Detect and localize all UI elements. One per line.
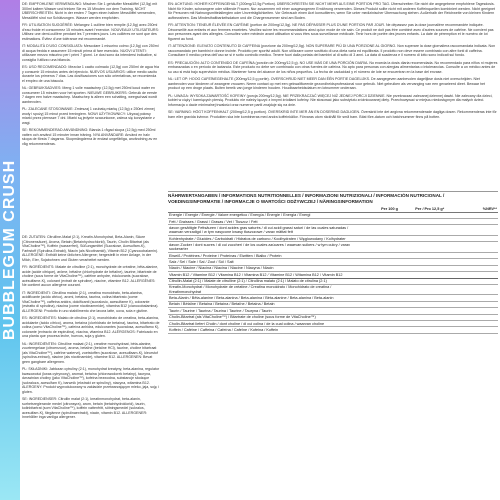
left-column-paragraph: IT: MODALITÀ D'USO CONSIGLIATA: Mescolare 1 misurino colmo (12,5g) con 250ml di acqua fredda e assumere 15 minuti prima di fare esercizio. NUOVI UTENTI: utilizzare mezzo misurino per i primi 7 giorni. Le dosi sono da intendersi indicative, si consiglia l'utilizzo una bilancia. [22, 44, 159, 62]
nutrient-name: Cholin-Bitartrat liefert Cholin / dont choline / di cui colina / de la cual colina / waarvan choline [168, 321, 359, 327]
nutrient-value [399, 284, 445, 295]
nutrient-name: Fett / Graisses / Grassi / Grasas / Vet / Tłuszcz / Fett [168, 218, 359, 224]
nutrient-name: Niacin / Niacine / Niacina / Niacina / Niacine / Niacyna / Niacin [168, 265, 359, 271]
left-column-paragraph: PL: ZALECANE STOSOWANIE: Zmieszaj 1 czubatą miarkę (12,5g) z 250ml zimnej wody i spożyj 15 minut przed treningiem. NOWI UŻYTKOWNICY: Używaj połowy miarki przez pierwsze 7 dni. Miarki są jedynie szacunkowe, zaleca się korzystanie z wagi. [22, 107, 155, 125]
nutrition-row [168, 225, 498, 236]
nutrient-name: Salz / Sel / Sale / Sal / Zout / Sól / Salt [168, 259, 359, 265]
bottom-column-paragraph: PL: SKŁADNIKI: Jabłczan cytruliny (2:1), monohydrat kreatyny, beta-alanina, regulator kwasowości (kwas cytrynowy), aromat, betaina (chlorowodorek betainy), tauryna, dwuwinian choliny (jako VitaCholine™), kofeina bezwodna, substancje słodzące (sukraloza, acesulfam K), barwnik (ekstrakt ze spiruliny), niacyna, witamina B12. ALERGENY: Produkt wyprodukowany w zakładzie przetwarzającym mleko, jaja, soję i gluten. [22, 367, 160, 394]
nutrient-value [445, 284, 498, 295]
right-column-paragraph: NL: LET OP: HOOG CAFEÏNEGEHALTE (200mg/12,5 g portie). OVERSCHRIJD NIET MEER DAN ÉÉN PORTIE DAGELIJKS. De aangegeven aanbevolen dagelijkse dosis niet overschrijden. Niet aanbevolen voor kinderen of zwangere vrouwen. Neem contact op met een gekwalificeerde gezondheidsprofessional voor gebruik. Niet gebruiken als vervanging van een gevarieerd dieet. Bewaar het product op een droge plaats. Buiten bereik van jonge kinderen houden. Houdbaarheidsdatum en lotnummer onderaan. [168, 77, 486, 90]
left-column-paragraph: SE: REKOMMENDERAD ANVÄNDNING: Blanda 1 rågad skopa (12,5g) med 250ml vatten och använd 15 minuter innan träning. NYA ANVÄNDARE: Använd en halv skopa de första 7 dagarna. Skopmängderna är endast ungefärliga, användning av en våg rekommenderas. [22, 128, 158, 146]
nutrition-title: NÄHRWERTANGABEN / INFORMATIONS NUTRITIONNELLES / INFORMAZIONI NUTRIZIONALI / INFORMACIÓN NUTRICIONAL / VOEDINGSINFORMATIE / INFORMACJE O WARTOŚCI ODŻYWCZEJ / NÄRINGSINFORMATION [168, 193, 445, 204]
nutrient-value [399, 242, 445, 253]
right-column-paragraph: EN: ACHTUNG: HOHER KOFFEINGEHALT (200mg/12,5g Portion). ÜBERSCHREITEN SIE NICHT MEHR ALS EINE PORTION PRO TAG. Überschreiten Sie nicht die angegebene empfohlene Tagesdosis. Nicht für Kinder, schwangere oder stillende Frauen. Nur zusammen mit einer ausgewogenen Ernährung verwenden. Dieses Produkt sollte nicht mit anderen Koffeinquellen kombiniert werden. Nicht geeignet für Personen mit Nahrungsmittelallergien oder Unverträglichkeiten. Vor Gebrauch einen Arzt konsultieren, wenn Sie unter medizinischer Überwachung stehen. Außerhalb der Reichweite von kleinen Kindern aufbewahren. Das Mindesthaltbarkeitsdatum und die Chargennummer sind am Boden. [168, 2, 495, 20]
left-column-paragraph: NL: GEBRUIKSADVIES: Meng 1 volle maatschep (12,5g) met 250ml koud water en consumeer 15 minuten voor het sporten. NIEUWE GEBRUIKERS: Gebruik de eerste 7 dagen een halve maatschep. Maatschep is alleen een schatting, weegschaal wordt aanbevolen. [22, 86, 158, 104]
nutrient-name: davon gesättigte Fettsäuren / dont acides gras saturés / di cui acidi grassi saturi / de las cuales saturadas / waarvan verzadigd / w tym nasycone kwasy tłuszczowe / varav mättat fett [168, 225, 359, 236]
nutrient-name: Taurin / Taurine / Taurina / Taurina / Taurine / Tauryna / Taurin [168, 308, 359, 314]
nutrient-value [359, 284, 399, 295]
nutrition-table [168, 206, 498, 334]
warnings-column [168, 2, 498, 190]
brand-name-vertical [0, 0, 20, 500]
nutrition-facts [168, 193, 498, 498]
nutrient-name: Energie / Energie / Énergie / Valore energetico / Energía / Energie / Energia / Energi [168, 212, 359, 218]
brand-name: BUBBLEGUM CRUSH [1, 159, 19, 341]
nutrient-value [359, 242, 399, 253]
header-cell-per-100g: Per 100 g [359, 206, 399, 212]
nutrient-name: Vitamin B12 / Vitamine B12 / Vitamina B12 / Vitamina B12 / Vitamine B12 / Witamina B12 / Vitamin B12 [168, 272, 359, 278]
ingredients-column [22, 235, 160, 498]
header-cell-per-serving: Per / Pro 12,5 g* [399, 206, 445, 212]
nutrient-value [445, 327, 498, 333]
right-column-paragraph: ES: PRECAUCIÓN: ALTO CONTENIDO DE CAFEÍNA (porción de 200mg/12,5 g). NO USE MÁS DE UNA PORCIÓN DIARIA. No exceda la dosis diaria recomendada. No recomendado para niños ni mujeres embarazadas o en período de lactancia. Este producto no debe ser combinado con otras fuentes de cafeína. No apto para personas con alergias alimentarias o intolerancias. Consulte a un médico antes de su uso si está bajo supervisión médica. Mantener fuera del alcance de los niños pequeños. La fecha de caducidad y el número de lote se encuentran en la base del envase. [168, 60, 498, 74]
nutrient-name: Kohlenhydrate / Glucides / Carboidrati / Hidratos de carbono / Koolhydraten / Węglowodany / Kolhydrater [168, 235, 359, 241]
nutrient-value [359, 327, 399, 333]
nutrition-row [168, 327, 498, 333]
nutrition-row [168, 284, 498, 295]
bottom-column-paragraph: SE: INGREDIENSER: Citrullin malat (2:1), kreatinmonohydrat, beta-alanin, surhetsreglerande medel (citronsyra), arom, betain (betainhydroklorid), taurin, kolinbitartrat (som VitaCholine™), koffein vattenfritt, sötningsmedel (sukralos, acesulfam-K), färgämne (spirulinaextrakt), niacin, vitamin B12. ALLERGENER: Innehåller inga vanliga allergener. [22, 397, 148, 419]
bottom-column-paragraph: IT: INGREDIENTI: Citrullina malato (2:1), creatina monoidrato, beta-alanina, acidificante (acido citrico), aromi, betaina, taurina, colina bitartrato (come VitaCholine™), caffeina anidra, dolcificanti (sucralosio, acesulfame K), colorante (estratto di spirulina), niacina (come nicotinammide), vitamina B12 (cianocobalamina). ALLERGENI: Prodotto in uno stabilimento che lavora latte, uova, soia e glutine. [22, 290, 159, 313]
header-cell-nrv: %NRV** [445, 206, 498, 212]
bottom-column-paragraph: ES: INGREDIENTES: Malato de citrulina (2:1), monohidrato de creatina, beta-alanina, acidulante (ácido cítrico), aroma, betaína (clorhidrato de betaína), taurina, bitartrato de colina (como VitaCholine™), cafeína anhidra, edulcorantes (sucralosa, acesulfamo K), colorante (extracto de espirulina), niacina, vitamina B12. ALÉRGENOS: Fabricado en una planta que procesa leche, huevos, soja y gluten. [22, 316, 160, 338]
section-divider [168, 191, 498, 192]
right-column-paragraph: FR: ATTENTION: TENEUR ÉLEVÉE EN CAFÉINE (portion de 200mg/12,5g). NE PAS DÉPASSER PLUS D'UNE PORTION PAR JOUR. Ne dépassez pas la dose journalière recommandée indiquée. Déconseillé aux enfants et aux femmes enceintes. Veuillez suivre les recommandations ainsi qu'un mode de vie sain. Ce produit ne doit pas être combiné avec d'autres sources de caféine. Ne convient pas aux personnes ayant des allergies. Consultez votre médecin avant utilisation si vous êtes sous surveillance médicale. Tenir hors de portée des jeunes enfants. La date de péremption et le numéro de lot figurent au fond. [168, 23, 494, 41]
nutrient-value [399, 327, 445, 333]
nutrient-name: Cholin-Bitartrat (als VitaCholine™) / Bitartrate de choline (sous forme de VitaCholine™) [168, 314, 359, 320]
nutrient-value [399, 225, 445, 236]
nutrition-row [168, 242, 498, 253]
nutrient-name: Kreatin-Monohydrat / Monohydrate de créatine / Creatina monoidrato / Monohidrato de creatina / Kreatinmonohydrat [168, 284, 359, 295]
nutrient-value [445, 225, 498, 236]
nutrient-name: Beta-Alanin / Bêta-alanine / Beta-alanina / Beta-alanina / Bèta-alanine / Beta-alanina / Beta-alanin [168, 295, 359, 301]
bottom-column-paragraph: NL: INGREDIËNTEN: Citrulline malaat (2:1), creatine monohydraat, bèta-alanine, zuurteregelaar (citroenzuur), aroma, betaïne (betaïne HCl), taurine, choline bitartraat (als VitaCholine™), cafeïne watervrij, zoetstoffen (sucralose, acesulfaam-K), kleurstof (spirulina-extract), niacine (als nicotinamide), vitamine B12. ALLERGENEN: Bevat geen gangbare allergenen. [22, 341, 158, 364]
usage-instructions-column [22, 2, 160, 232]
nutrient-name: Eiweiß / Protéines / Proteine / Proteínas / Eiwitten / Białko / Protein [168, 252, 359, 258]
right-column-paragraph: SE: VARNING: HÖGT KOFFEINHALT (200mg/12,5 g portion). ÖVERSKRID INTE MER ÄN EN DOSERING DAGLIGEN. Överskrid inte det angivna rekommenderade dagliga dosen. Rekommenderas inte för barn eller gravida kvinnor. Produkten ska inte kombineras med andra koffeinkällor. Förvaras utom räckhåll för små barn. Bäst före-datum och batchnummer finns på botten. [168, 110, 497, 119]
left-column-paragraph: FR: UTILISATION SUGGÉRÉE: Mélangez 1 cuillère bien remplie (12,5g) avec 250ml d'eau froide et consommez 15 minutes avant l'exercice. NOUVEAUX UTILISATEURS: Utilisez une demi-cuillère pendant les 7 premiers jours. Les cuillères ne sont que des estimations. Évitez d'une tolérance est recommandé. [22, 23, 159, 41]
nutrient-value [445, 242, 498, 253]
right-column-paragraph: PL: UWAGA: WYSOKA ZAWARTOŚĆ KOFEINY (porcja 200mg/12,5g). NIE PRZEKRACZAĆ WIĘCEJ NIŻ JEDNEJ PORCJI DZIENNIE. Nie przekraczać zalecanej dziennej dawki. Nie zalecany dla dzieci, kobiet w ciąży i karmiących piersią. Produktu nie należy łączyć z innymi źródłami kofeiny. Nie stosować jako substytutu zróżnicowanej diety. Przechowywać w miejscu niedostępnym dla małych dzieci. Informacja o dacie minimalnej trwałości oraz numerze partii znajduje się na dnie. [168, 93, 493, 107]
left-column-paragraph: ES: USO RECOMENDADO: Mezclar 1 cacito colmado (12,5g) con 250ml de agua fría y consumir 15 minutos antes del ejercicio. NUEVOS USUARIOS: utilice medio cacito durante los primeros 7 días. Las dosificaciones son sólo orientativas, se recomienda el empleo de una báscula. [22, 65, 160, 83]
nutrient-value [359, 225, 399, 236]
left-column-paragraph: DE: EMPFOHLENE VERWENDUNG: Mischen Sie 1 gehäufter Messlöffel (12,5g) mit 300ml kaltem Wasser und trinken Sie es 15 Minuten vor dem Training. NICHT ÜBERSCHREITEN. Nicht in der ersten 7 Tagen einen halben Messlöffel verwenden, Messlöffel sind nur Schätzungen. Wasser werden empfohlen. [22, 2, 158, 20]
nutrient-name: Koffein / Caféine / Caffeina / Cafeína / Cafeïne / Kofeina / Koffein [168, 327, 359, 333]
nutrient-name: Betain / Bétaïne / Betaina / Betaína / Betaïne / Betaina / Betain [168, 301, 359, 307]
nutrient-name: davon Zucker / dont sucres / di cui zuccheri / de los cuales azúcares / waarvan suikers / w tym cukry / varav sockerarter [168, 242, 359, 253]
right-column-paragraph: IT: ATTENZIONE: ELEVATO CONTENUTO DI CAFFEINA (porzione da 200mg/12,5g). NON SUPERARE PIÙ DI UNA PORZIONE AL GIORNO. Non superare la dose giornaliera raccomandata indicata. Non raccomandato per bambini e donne incinte. Prodotto per sportivi adulti. Non utilizzare come sostituto di una dieta varia ed equilibrata. Il prodotto non deve essere combinato con altre fonti di caffeina. Consultare il medico prima dell'uso se si è sotto controllo medico. Tenere fuori dalla portata dei bambini al di sotto di 3 anni. La data di scadenza e il numero di lotto sono indicati sul fondo. [168, 44, 496, 57]
nutrient-name: Citrullin-Malat (2:1) / Malate de citrulline (2:1) / Citrullina malato (2:1) / Malato de citrulina (2:1) [168, 278, 359, 284]
bottom-column-paragraph: FR: INGRÉDIENTS: Malate de citrulline (2:1), monohydrate de créatine, bêta-alanine, acide (acide citrique), arôme, bétaïne (chlorhydrate de bétaïne), taurine, bitartrate de choline (sous forme de VitaCholine™), caféine anhydre, édulcorants (sucralose, acésulfame-K), colorant (extrait de spiruline), niacine, vitamine B12. ALLERGÈNES: Ne contient aucun allergène courant. [22, 265, 159, 287]
bottom-column-paragraph: DE: ZUTATEN: Citrulline-Malat (2:1), Kreatin-Monohydrat, Beta-Alanin, Säure (Citronensäure), Aroma, Betain (Betainhydrochlorid), Taurin, Cholin Bitartrat (als VitaCholine™), Koffein (wasserfrei), Süßungsmittel (Sucralose, Acesulfam-K), Farbstoff (Spirulina-Extrakt), Niacin (als Nicotinamid), Vitamin B12 (Cyanocobalamin). ALLERGENE: Enthält keine üblichen Allergene; hergestellt in einer Anlage, in der Milch, Eier, Sojabohnen und Gluten verarbeitet werden. [22, 235, 159, 262]
